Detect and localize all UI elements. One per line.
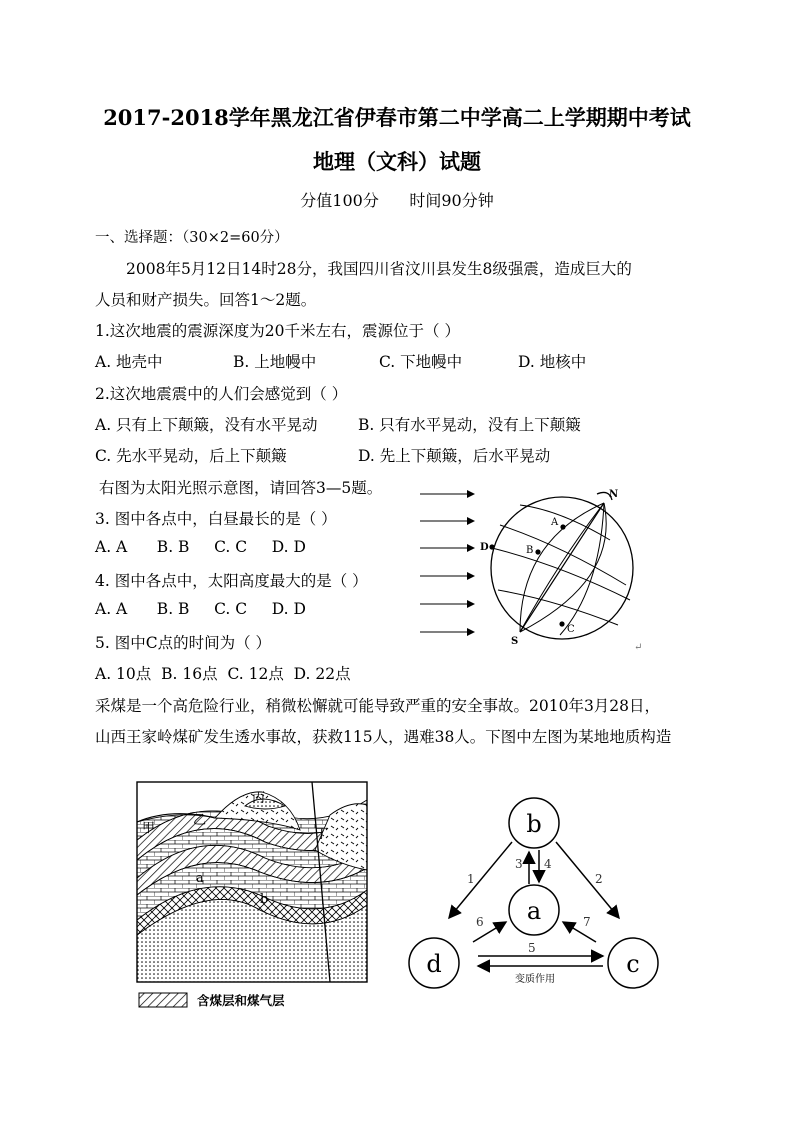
latitude-line xyxy=(520,505,610,540)
q5-options: A. 10点 B. 16点 C. 12点 D. 22点 xyxy=(95,665,351,683)
arrow-3-label: 3 xyxy=(515,857,523,871)
label-a: A xyxy=(551,517,559,528)
q2-stem: 2.这次地震震中的人们会感觉到（ ） xyxy=(95,385,348,403)
point-c xyxy=(559,621,564,626)
q1-stem: 1.这次地震的震源深度为20千米左右，震源位于（ ） xyxy=(95,322,460,340)
q2-option-a: A. 只有上下颠簸，没有水平晃动 xyxy=(95,416,318,434)
coal-paragraph-line-1: 采煤是一个高危险行业，稍微松懈就可能导致严重的安全事故。2010年3月28日， xyxy=(95,697,661,715)
q4-options: A. A B. B C. C D. D xyxy=(95,600,306,618)
arrow-2-label: 2 xyxy=(595,872,603,886)
label-s: S xyxy=(511,636,519,647)
geology-structure-diagram xyxy=(130,770,375,1020)
label-b: B xyxy=(526,545,534,556)
arrow-5-label: 5 xyxy=(528,941,536,955)
arrow-2 xyxy=(556,842,619,918)
label-a: a xyxy=(196,871,204,886)
label-jia: 甲 xyxy=(142,821,156,836)
arrow-6-label: 6 xyxy=(476,915,484,929)
q3-options: A. A B. B C. C D. D xyxy=(95,538,306,556)
q1-option-a: A. 地壳中 xyxy=(95,353,163,371)
point-d xyxy=(489,544,494,549)
arrow-7 xyxy=(563,922,596,942)
label-c: C xyxy=(567,624,575,635)
exam-meta: 分值100分 时间90分钟 xyxy=(300,191,494,210)
label-n: N xyxy=(609,489,619,500)
intro-line-1: 2008年5月12日14时28分，我国四川省汶川县发生8级强震，造成巨大的 xyxy=(126,260,632,278)
legend-swatch xyxy=(139,993,187,1007)
label-yi: 乙 xyxy=(193,813,207,828)
rock-cycle-diagram xyxy=(380,775,680,1015)
point-a xyxy=(560,524,565,529)
q2-option-d: D. 先上下颠簸，后水平晃动 xyxy=(358,447,551,465)
q3-stem: 3. 图中各点中，白昼最长的是（ ） xyxy=(95,510,337,528)
q5-stem: 5. 图中C点的时间为（ ） xyxy=(95,634,272,652)
label-ding: 丁 xyxy=(315,827,329,842)
metamorphism-label: 变质作用 xyxy=(515,974,555,985)
node-b-label: b xyxy=(526,810,542,838)
label-bing: 丙 xyxy=(252,791,266,806)
point-b xyxy=(535,549,540,554)
node-a-label: a xyxy=(526,897,542,925)
arrow-7-label: 7 xyxy=(583,915,591,929)
q2-option-b: B. 只有水平晃动，没有上下颠簸 xyxy=(358,416,581,434)
section-heading: 一、选择题：（30×2=60分） xyxy=(95,230,289,246)
coal-paragraph-line-2: 山西王家岭煤矿发生透水事故，获救115人，遇难38人。下图中左图为某地地质构造 xyxy=(95,728,672,746)
arrow-4-label: 4 xyxy=(544,857,552,871)
node-d-label: d xyxy=(426,950,442,978)
exam-subtitle: 地理（文科）试题 xyxy=(313,149,481,174)
latitude-line xyxy=(498,590,618,625)
svg-text:↵: ↵ xyxy=(634,642,643,653)
sunlight-globe-diagram xyxy=(410,480,665,655)
intro-line-2: 人员和财产损失。回答1～2题。 xyxy=(95,291,317,309)
label-b: b xyxy=(260,892,269,907)
latitude-line xyxy=(492,548,630,600)
q1-option-b: B. 上地幔中 xyxy=(233,353,317,371)
q2-option-c: C. 先水平晃动，后上下颠簸 xyxy=(95,447,287,465)
exam-title: 2017-2018学年黑龙江省伊春市第二中学高二上学期期中考试 xyxy=(103,105,691,130)
intro-line-3: 右图为太阳光照示意图，请回答3—5题。 xyxy=(99,479,383,497)
node-c-label: c xyxy=(626,950,640,978)
earth-axis xyxy=(520,503,604,632)
q1-option-d: D. 地核中 xyxy=(518,353,587,371)
arrow-1 xyxy=(449,842,512,918)
q1-option-c: C. 下地幔中 xyxy=(379,353,463,371)
label-d: D xyxy=(480,542,489,553)
arrow-1-label: 1 xyxy=(467,872,475,886)
legend-label: 含煤层和煤气层 xyxy=(197,993,285,1008)
q4-stem: 4. 图中各点中，太阳高度最大的是（ ） xyxy=(95,572,368,590)
